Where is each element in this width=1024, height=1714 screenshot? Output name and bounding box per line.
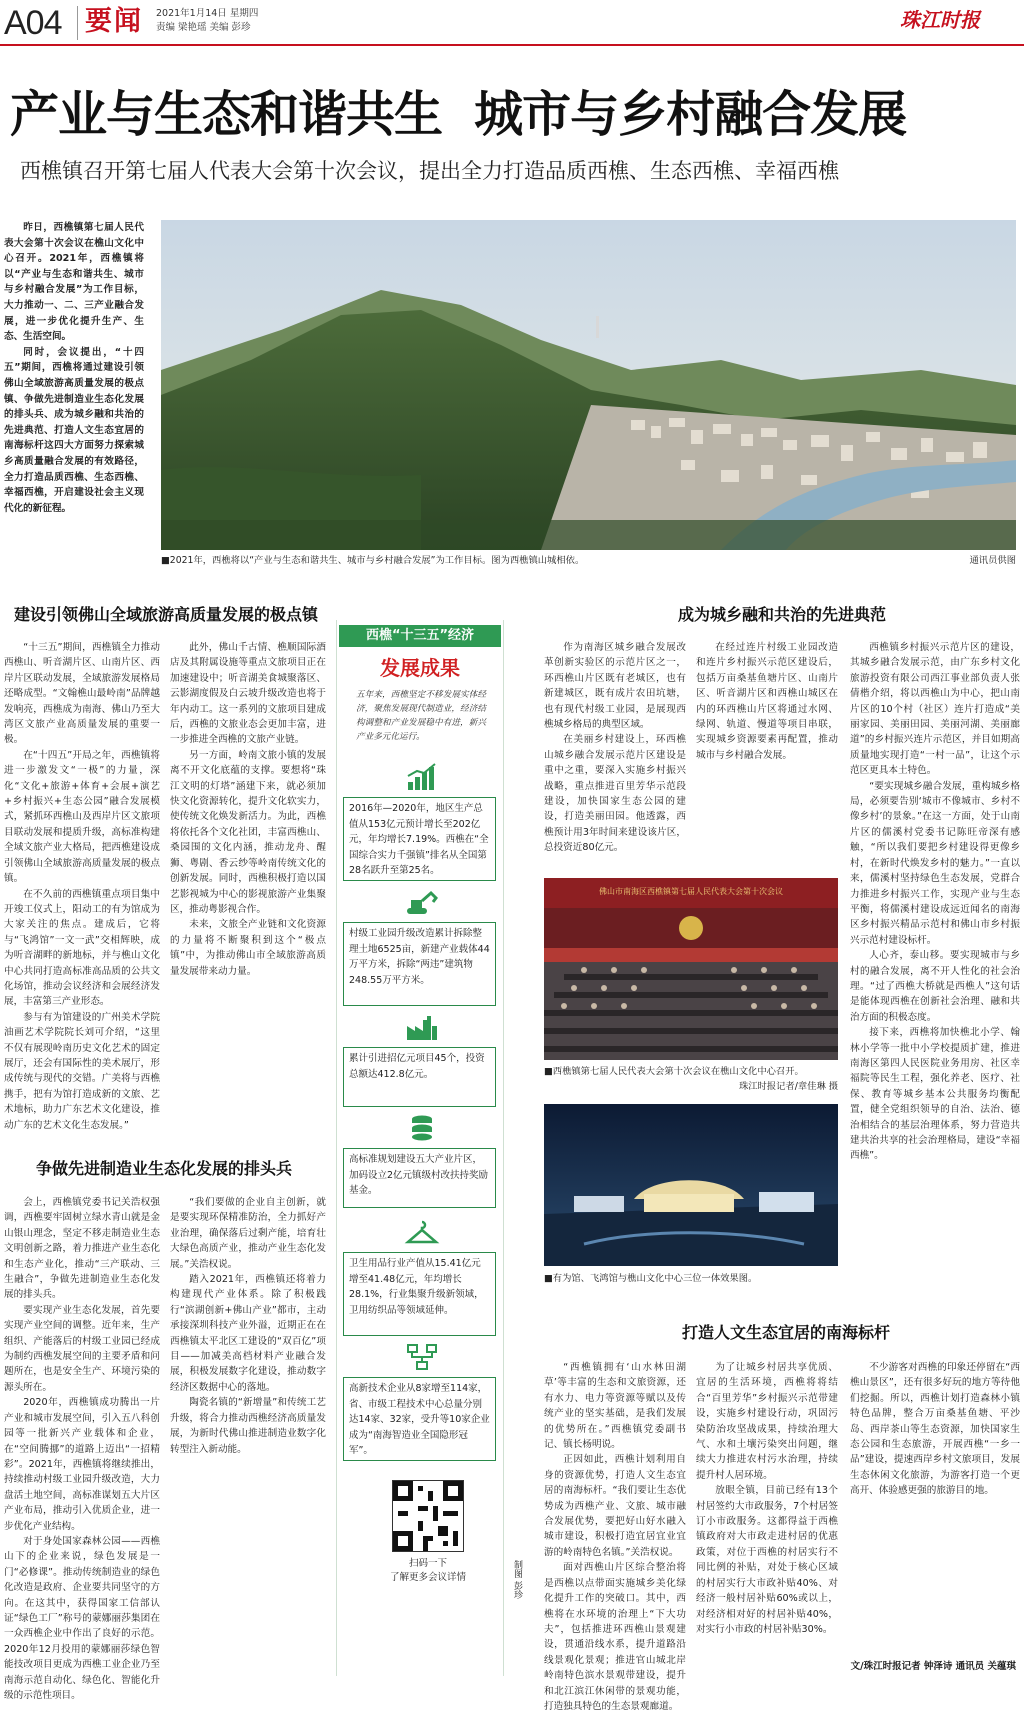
headline: 产业与生态和谐共生 城市与乡村融合发展 bbox=[10, 86, 907, 143]
section3-col1 bbox=[544, 640, 686, 874]
meeting-banner: 佛山市南海区西樵镇第七届人民代表大会第十次会议 bbox=[599, 887, 783, 896]
qr-code-icon bbox=[393, 1481, 463, 1551]
main-photo bbox=[161, 220, 1016, 550]
sidebar-stat: 累计引进招亿元项目45个，投资总额达412.8亿元。 bbox=[343, 1047, 496, 1107]
byline: 文/珠江时报记者 钟泽诗 通讯员 关蕴琪 bbox=[850, 1661, 1016, 1672]
body-paragraph: 在美丽乡村建设上，环西樵山城乡融合发展示范片区建设是重中之重，要深入实施乡村振兴战略，重点推进百里芳华示范段建设，加快国家生态公园的建设，打造美丽田园。他透露，西樵预计用3年时间来建设该片区，总投资近80亿元。 bbox=[544, 734, 686, 854]
network-icon bbox=[405, 1342, 439, 1372]
body-paragraph: 会上，西樵镇党委书记关浩权强调，西樵要牢固树立绿水青山就是金山银山理念，坚定不移走制造业生态文明创新之路，着力推进产业生态化和生态产业化，推动“三产联动、三生融合”，争做先进制造业生态化发展的排头兵。 bbox=[4, 1197, 160, 1301]
section-title: 争做先进制造业生态化发展的排头兵 bbox=[36, 1159, 293, 1178]
render-photo bbox=[544, 1104, 838, 1266]
meeting-photo-credit: 珠江时报记者/章佳琳 摄 bbox=[738, 1081, 838, 1092]
section4-col2 bbox=[696, 1360, 838, 1656]
main-photo-caption: ■2021年，西樵将以“产业与生态和谐共生、城市与乡村融合发展”为工作目标。图为西樵镇山城相依。 bbox=[161, 555, 585, 566]
clothes-hanger-icon bbox=[405, 1218, 439, 1248]
section4-col3 bbox=[850, 1360, 1020, 1656]
excavator-icon bbox=[405, 888, 439, 918]
body-paragraph: “十三五”期间，西樵镇全力推动西樵山、听音湖片区、山南片区、西岸片区联动发展，全域旅游发展格局还略成型。“文翰樵山最岭南”品牌越发响亮，西樵成为南海、佛山乃至大湾区文旅产业高质量发展的重要一极。 bbox=[4, 642, 160, 746]
body-paragraph: 放眼全镇，目前已经有13个村居签约大市政服务，7个村居签订小市政服务。这都得益于西樵镇政府对大市政走进村居的优惠政策，对位于西樵的村居实行不同比例的补贴，对处于核心区域的村居实行大市政补贴40%、对经济一般村居补贴60%或以上，对经济相对好的村居补贴40%，对实行小市政的村居补贴30%。 bbox=[696, 1485, 838, 1635]
section2-col2 bbox=[170, 1195, 326, 1673]
body-paragraph: 面对西樵山片区综合整治将是西樵以点带面实施城乡美化绿化提升工作的突破口。其中，西樵将在水环境的治理上“下大功夫”，包括推进环西樵山景观建设，贯通沿线水系，提升道路沿线景观化景观；推进官山城北岸岭南特色滨水景观带建设，提升和北江滨江休闲带的景观功能，打造独具特色的生态景观廊道。 bbox=[544, 1562, 686, 1712]
section-name: 要闻 bbox=[85, 6, 143, 37]
section-title: 建设引领佛山全域旅游高质量发展的极点镇 bbox=[14, 605, 319, 624]
section4-col1 bbox=[544, 1360, 686, 1712]
body-paragraph: “西樵镇拥有‘山水林田湖草’等丰富的生态和文旅资源，还有水力、电力等资源等赋以及传统产业的坚实基础，是我们发展的优势所在。”西樵镇党委副书记、镇长杨明说。 bbox=[544, 1362, 686, 1451]
section1-col1 bbox=[4, 640, 160, 1131]
section2-col1 bbox=[4, 1195, 160, 1701]
section3-col2 bbox=[696, 640, 838, 874]
body-paragraph: 在经过连片村级工业园改造和连片乡村振兴示范区建设后，包括万亩桑基鱼塘片区、山南片区、听音湖片区和西樵山城区在内的环西樵山片区将通过水网、绿网、轨道、慢道等项目串联，实现城乡资源要素再配置，推动城市与乡村融合发展。 bbox=[696, 642, 838, 761]
body-paragraph: 要实现产业生态化发展，首先要实现产业空间的调整。近年来，生产组织、产能落后的村级工业园已经成为制约西樵发展空间的主要矛盾和问题所在，也是安全生产、环境污染的源头所在。 bbox=[4, 1304, 160, 1393]
sidebar-header: 西樵“十三五”经济 bbox=[339, 625, 501, 647]
lead-paragraph: 同时，会议提出，“十四五”期间，西樵将通过建设引领佛山全域旅游高质量发展的极点镇、争做先进制造业生态化发展的排头兵、成为城乡融和共治的先进典范、打造人文生态宜居的南海标杆这四大方面努力探索城乡高质量融合发展的有效路径，全力打造品质西樵、生态西樵、幸福西樵，开启建设社会主义现代化的新征程。 bbox=[4, 346, 144, 514]
body-paragraph: 踏入2021年，西樵镇还将着力构建现代产业体系。除了积极践行“滨湖创新+佛山产业”都市，主动承接深圳科技产业外溢，近期正在在西樵镇太平北区工建设的“双百亿”项目——加减美高档材料产业融合发展，积极发展数字化建设，推动数字经济区数据中心的落地。 bbox=[170, 1274, 326, 1393]
body-paragraph: 未来，文旅全产业链和文化资源的力量将不断聚积到这个“极点镇”中，为推动佛山市全域旅游高质量发展带来动力量。 bbox=[170, 919, 326, 977]
coin-stack-icon bbox=[405, 1113, 439, 1143]
body-paragraph: 为了让城乡村居共享优质、宜居的生活环境，西樵将将结合“百里芳华”乡村振兴示范带建设，实施乡村建设行动，巩固污染防治攻坚战成果，持续治理大气、水和土壤污染突出问题，继续大力推进农村污水治理，持续提升村人居环境。 bbox=[696, 1362, 838, 1481]
sidebar-title: 发展成果 bbox=[380, 656, 460, 680]
editor-line: 责编 梁艳瑶 美编 彭珍 bbox=[156, 22, 251, 33]
body-paragraph: 接下来，西樵将加快樵北小学、翰林小学等一批中小学校提质扩建，推进南海区第四人民医院业务用房、社区幸福院等民生工程，强化养老、医疗、社保、教育等城乡基本公共服务均衡配置，健全党组织领导的自治、法治、德治相结合的基层治理体系，努力营造共建共治共享的社会治理格局，建设“幸福西樵”。 bbox=[850, 1027, 1020, 1162]
section-title: 打造人文生态宜居的南海标杆 bbox=[682, 1323, 891, 1342]
town-landscape-image bbox=[161, 220, 1016, 550]
body-paragraph: 陶瓷名镇的“新增量”和传统工艺升级，将合力推动西樵经济高质量发展，为新时代佛山推进制造业数字化转型注入新动能。 bbox=[170, 1397, 326, 1455]
section1-col2 bbox=[170, 640, 326, 1110]
section-title: 成为城乡融和共治的先进典范 bbox=[678, 605, 887, 624]
paper-name: 珠江时报 bbox=[900, 8, 980, 32]
body-paragraph: 此外，佛山千古情、樵顺国际酒店及其附属设施等重点文旅项目正在加速建设中；听音湖美食城聚落区、云影湖度假及白云坡升级改造也将于年内动工。这一系列的文旅项目建成后，西樵的文旅业态会更加丰富，进一步推进全西樵的文旅产业链。 bbox=[170, 642, 326, 746]
body-paragraph: 参与有为馆建设的广州美术学院油画艺术学院院长刘可介绍，“这里不仅有展现岭南历史文化艺术的固定展厅，还会有国际性的美术展厅，形成传统与现代的交错。广美将与西樵携手，把有为馆打造成新的文旅、艺术地标，助力广东艺术文化建设，推动广东的艺术文化生态发展。” bbox=[4, 1011, 160, 1131]
sidebar-stat: 村级工业园升级改造累计拆除整理土地6525亩，新建产业载体44万平方米，拆除“两违”建筑物248.55万平方米。 bbox=[343, 922, 496, 1006]
sidebar-stat: 高新技术企业从8家增至114家，省、市级工程技术中心总量分别达14家、32家，受升等10家企业成为“南海智造业全国隐形冠军”。 bbox=[343, 1377, 496, 1461]
chart-credit: 制图 彭珍 bbox=[512, 1560, 522, 1599]
qr-sublabel: 了解更多会议详情 bbox=[389, 1572, 466, 1583]
factory-icon bbox=[405, 1012, 439, 1042]
venue-night-render-image bbox=[544, 1104, 838, 1266]
qr-label: 扫码一下 bbox=[408, 1558, 447, 1569]
body-paragraph: 不少游客对西樵的印象还停留在“西樵山景区”，还有很多好玩的地方等待他们挖掘。所以，西樵计划打造森林小镇特色品牌，整合万亩桑基鱼塘、平沙岛、西岸茶山等生态资源，加快国家生态公园和生态旅游，开展西樵“一乡一品”建设，提速西岸乡村文旅项目，发展生态休闲文化旅游，为游客打造一个更高开、体验感更强的旅游目的地。 bbox=[850, 1362, 1020, 1497]
sidebar-quote: 五年来，西樵坚定不移发展实体经济，聚焦发展现代制造业，经济结构调整和产业发展稳中有进，新兴产业多元化运行。 bbox=[356, 690, 486, 742]
masthead-divider bbox=[77, 6, 78, 40]
render-photo-caption: ■有为馆、飞鸿馆与樵山文化中心三位一体效果图。 bbox=[544, 1273, 758, 1284]
meeting-photo-caption: ■西樵镇第七届人民代表大会第十次会议在樵山文化中心召开。 bbox=[544, 1066, 804, 1077]
sidebar-stat: 2016年—2020年，地区生产总值从153亿元预计增长至202亿元，年均增长7.19%。西樵在“全国综合实力千强镇”排名从全国第28名跃升至第25名。 bbox=[343, 797, 496, 881]
body-paragraph: 在不久前的西樵镇重点项目集中开竣工仪式上，阳动工的有为馆成为大家关注的焦点。建成后，它将与“飞鸿馆”一文一武”交相辉映，成为听音湖畔的新地标，并与樵山文化中心共同打造高标准高品质的公共文化场馆，推动会议经济和会展经济发展，丰富第三产业形态。 bbox=[4, 888, 160, 1008]
date-line: 2021年1月14日 星期四 bbox=[156, 8, 259, 19]
body-paragraph: “要实现城乡融合发展，重构城乡格局，必须要告别‘城市不像城市、乡村不像乡村’的景象。”在这一方面，处于山南片区的儒溪村党委书记陈旺帝深有感触，“所以我们要把乡村建设得更像乡村，在新时代焕发乡村的魅力。”一直以来，儒溪村坚持绿色生态发展，党群合力推进乡村振兴工作，实现产业与生态平衡，将儒溪村建设成远近闻名的南海区乡村振兴精品示范村和佛山市乡村振兴示范村建设标杆。 bbox=[850, 780, 1020, 946]
body-paragraph: 人心齐，泰山移。要实现城市与乡村的融合发展，离不开人性化的社会治理。“过了西樵大桥就是西樵人”这句话是能体现西樵在创新社会治理、融和共治方面的积极态度。 bbox=[850, 950, 1020, 1023]
main-photo-credit: 通讯员供图 bbox=[969, 555, 1016, 566]
sidebar-stat: 卫生用品行业产值从15.41亿元增至41.48亿元，年均增长28.1%，行业集聚升级新领域，卫用纺织品等领域延伸。 bbox=[343, 1252, 496, 1336]
page-code: A04 bbox=[4, 4, 62, 42]
body-paragraph: 另一方面，岭南文旅小镇的发展离不开文化底蕴的支撑。要想将“珠江文明的灯塔”涵建下来，就必须加快文化资源转化，提升文化软实力，使传统文化焕发新活力。为此，西樵将依托各个文化社团，丰富西樵山、桑园围的文化内涵，推动龙舟、醒狮、粤剧、香云纱等岭南传统文化的创新发展。同时，西樵积极打造以国艺影视城为中心的影视旅游产业集聚区，推动粤影视合作。 bbox=[170, 749, 326, 915]
body-paragraph: 西樵镇乡村振兴示范片区的建设，其城乡融合发展示范，由广东乡村文化旅游投资有限公司西江事业部负责人张倩楷介绍，将以西樵山为中心，把山南片区的10个村（社区）连片打造成“美丽家园、美丽田园、美丽河湖、美丽廊道”的乡村振兴连片示范区，并目如期高质量地实现打造“一村一品”，让这个示范区更具本土特色。 bbox=[850, 642, 1020, 777]
lead-text bbox=[4, 220, 144, 572]
masthead-rule bbox=[0, 44, 1024, 46]
lead-paragraph: 昨日，西樵镇第七届人民代表大会第十次会议在樵山文化中心召开。2021年，西樵镇将以“产业与生态和谐共生、城市与乡村融合发展”为工作目标，大力推动一、二、三产业融合发展，进一步优化提升生产、生态、生活空间。 bbox=[4, 222, 144, 343]
body-paragraph: “我们要做的企业自主创新，就是要实现环保精准防治，全力抓好产业治理，确保落后过剩产能，培育壮大绿色高质产业，推动产业生态化发展。”关浩权说。 bbox=[170, 1197, 326, 1270]
qr-code[interactable] bbox=[392, 1480, 464, 1552]
sidebar-stat: 高标准规划建设五大产业片区，加码设立2亿元镇级村改扶持奖励基金。 bbox=[343, 1148, 496, 1208]
body-paragraph: 2020年，西樵镇成功腾出一片产业和城市发展空间，引入五八科创园等一批新兴产业载体和企业，在“空间腾挪”的道路上迈出“一招精彩”。2021年，西樵镇将继续推出，持续推动村级工业园升级改造，大力盘活土地空间，高标准谋划五大片区产业布局，推动引入优质企业，进一步优化产业结构。 bbox=[4, 1397, 160, 1532]
body-paragraph: 在“十四五”开局之年，西樵镇将进一步激发文“一极”的力量，深化“文化+旅游+体育+会展+演艺+乡村振兴+生态公园”融合发展模式，紧抓环西樵山及西岸片区文旅项目联动发展和提质升级，高标准构建全域文旅产业大格局，把西樵建设成引领佛山全域旅游高质量发展的极点镇。 bbox=[4, 749, 160, 885]
meeting-hall-image bbox=[544, 878, 838, 1060]
meeting-photo bbox=[544, 878, 838, 1060]
body-paragraph: 正因如此，西樵计划利用自身的资源优势，打造人文生态宜居的南海标杆。“我们要让生态优势成为西樵产业、文旅、城市融合发展优势，要把好山好水融入城市建设，积极打造宜居宜业宜游的岭南特色名镇。”关浩权说。 bbox=[544, 1454, 686, 1558]
body-paragraph: 对于身处国家森林公园——西樵山下的企业来说，绿色发展是一门“必修课”。推动传统制造业的绿色化改造是政府、企业要共同坚守的方向。在这其中，获得国家工信部认证“绿色工厂”称号的蒙娜丽莎集团在一众西樵企业中作出了良好的示范。2020年12月投用的蒙娜丽莎绿色智能技改项目更成为西樵工业企业乃至南海示范自动化、绿色化、智能化升级的示范性项目。 bbox=[4, 1535, 160, 1701]
masthead bbox=[0, 0, 1024, 50]
subheadline: 西樵镇召开第七届人代表大会第十次会议，提出全力打造品质西樵、生态西樵、幸福西樵 bbox=[20, 159, 839, 183]
body-paragraph: 作为南海区城乡融合发展改革创新实验区的示范片区之一，环西樵山片区既有老城区，也有新建城区，既有成片农田坑塘，也有现代村级工业园，是展现西樵城乡格局的典型区域。 bbox=[544, 642, 686, 731]
bar-chart-icon bbox=[405, 762, 439, 792]
